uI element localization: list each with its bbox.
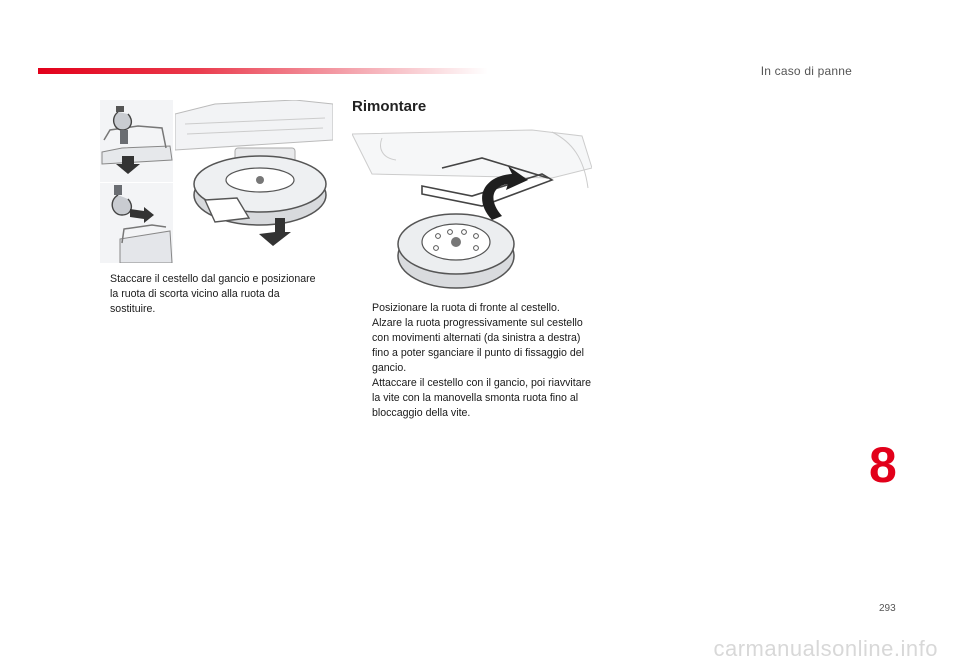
page-number: 293 bbox=[879, 603, 896, 614]
chapter-title: In caso di panne bbox=[760, 64, 852, 78]
chapter-number: 8 bbox=[869, 437, 897, 493]
hook-detach-illustration bbox=[100, 183, 173, 263]
step-text: Alzare la ruota progressivamente sul cestello con movimenti alternati (da sinistra a destra) fino a poter sganciare il punto di fissaggio del gancio. bbox=[372, 317, 585, 374]
wheel-basket-raise-illustration bbox=[352, 128, 592, 291]
step-text: Posizionare la ruota di fronte al cestello. bbox=[372, 302, 560, 314]
step-text: Staccare il cestello dal gancio e posizionare la ruota di scorta vicino alla ruota da sostituire. bbox=[110, 273, 316, 315]
list-item bbox=[352, 316, 597, 376]
right-steps-list bbox=[352, 301, 597, 421]
spare-wheel-under-vehicle-illustration bbox=[175, 100, 333, 263]
step-text: Attaccare il cestello con il gancio, poi riavvitare la vite con la manovella smonta ruota fino al bloccaggio della vite. bbox=[372, 377, 592, 419]
left-steps-list bbox=[90, 272, 325, 317]
watermark: carmanualsonline.info bbox=[713, 636, 938, 661]
section-heading: Rimontare bbox=[352, 98, 427, 115]
list-item bbox=[352, 301, 597, 316]
header-accent-bar bbox=[38, 68, 488, 74]
list-item bbox=[352, 376, 597, 421]
hook-release-illustration bbox=[100, 100, 173, 182]
list-item bbox=[90, 272, 325, 317]
